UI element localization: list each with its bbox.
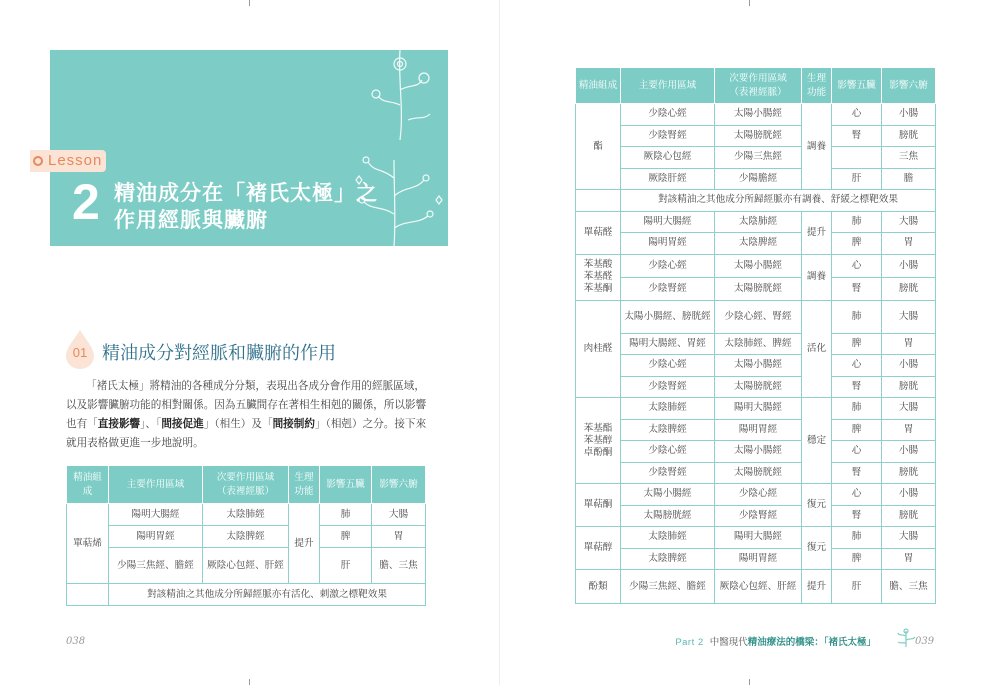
- page-number-right: 039: [915, 636, 935, 647]
- function-cell: 提升: [289, 504, 320, 584]
- header-fu: 影響六腑: [372, 466, 426, 504]
- emphasis-restrain: 間接制約: [272, 418, 315, 430]
- table-header: 精油組成 主要作用區域 次要作用區域 （表裡經脈） 生理功能 影響五臟 影響六腑: [576, 68, 936, 104]
- function-cell: 調養: [802, 104, 832, 190]
- function-cell: 提升: [802, 211, 832, 254]
- table-row: 太陽膀胱經 少陰腎經 腎 膀胱: [576, 505, 936, 527]
- crop-mark: [749, 0, 750, 6]
- book-gutter: [499, 0, 500, 685]
- running-head-part: Part 2: [675, 637, 704, 648]
- table-row: 酚類 少陽三焦經、膽經 厥陰心包經、肝經 提升 肝 膽、三焦: [576, 570, 936, 604]
- header-secondary: 次要作用區域 （表裡經脈）: [203, 466, 289, 504]
- table-row: 陽明大腸經、胃經 太陰肺經、脾經 脾 胃: [576, 333, 936, 355]
- function-cell: 提升: [802, 570, 832, 604]
- function-cell: 穩定: [802, 398, 832, 484]
- table-row: 少陰腎經 太陽膀胱經 腎 膀胱: [576, 277, 936, 300]
- table-row: 單萜醇 太陰肺經 陽明大腸經 復元 肺 大腸: [576, 527, 936, 549]
- table-header: [67, 466, 426, 504]
- lesson-label: Lesson: [48, 152, 103, 169]
- table-row: 太陰脾經 陽明胃經 脾 胃: [576, 548, 936, 570]
- table-row: 少陰腎經 太陽膀胱經 腎 膀胱: [576, 125, 936, 147]
- table-row: 少陰腎經 太陽膀胱經 腎 膀胱: [576, 376, 936, 398]
- function-cell: 活化: [802, 300, 832, 398]
- table-note: 對該精油之其他成分所歸經脈亦有調養、舒緩之標靶效果: [621, 190, 936, 212]
- lesson-title-line2: 作用經脈與臟腑: [114, 208, 268, 232]
- table-row: 少陰心經 太陽小腸經 心 小腸: [576, 355, 936, 377]
- emphasis-promote: 間接促進: [161, 418, 204, 430]
- group-cell: 單萜酮: [576, 484, 621, 527]
- table-note: 對該精油之其他成分所歸經脈亦有活化、刺激之標靶效果: [109, 584, 426, 606]
- group-cell: 單萜醇: [576, 527, 621, 570]
- crop-mark: [249, 679, 250, 685]
- group-cell: 酯: [576, 104, 621, 190]
- section-title: 精油成分對經脈和臟腑的作用: [102, 343, 336, 364]
- body-paragraph: 「褚氏太極」將精油的各種成分分類，表現出各成分會作用的經脈區域，以及影響臟腑功能的相對關係。因為五臟間存在著相生相剋的關係，所以影響也有「直接影響」、「間接促進」（相生）及「間接制約」（相剋）之分。接下來就用表格做更進一步地說明。: [66, 380, 427, 449]
- group-cell: 單萜醛: [576, 211, 621, 254]
- table-note-row: [576, 190, 936, 212]
- group-cell: 單萜烯: [67, 504, 109, 584]
- right-oil-table: [575, 67, 936, 604]
- table-row: 厥陰心包經 少陽三焦經 三焦: [576, 147, 936, 169]
- running-head: [675, 634, 876, 648]
- header-group: 精油組成: [67, 466, 109, 504]
- table-row: 酯 少陰心經 太陽小腸經 調養 心 小腸: [576, 104, 936, 126]
- lesson-title: [114, 180, 378, 234]
- table-row: 肉桂醛 太陽小腸經、膀胱經 少陰心經、腎經 活化 肺 大腸: [576, 300, 936, 333]
- page-number-left: 038: [66, 636, 86, 647]
- header-zang: 影響五臟: [320, 466, 372, 504]
- group-cell: 酚類: [576, 570, 621, 604]
- lesson-dot-icon: [33, 156, 43, 166]
- table-row: 少陰腎經 太陽膀胱經 腎 膀胱: [576, 462, 936, 484]
- table-row: 太陰脾經 陽明胃經 脾 胃: [576, 419, 936, 441]
- group-cell: 苯基酸 苯基醛 苯基酮: [576, 254, 621, 300]
- lesson-number: 2: [72, 174, 100, 230]
- table-row: 陽明胃經 太陰脾經 脾 胃: [67, 526, 426, 548]
- emphasis-direct: 直接影響: [97, 418, 141, 430]
- function-cell: 復元: [802, 484, 832, 527]
- table-row: 單萜烯 陽明大腸經 太陰肺經 提升 肺 大腸: [67, 504, 426, 526]
- table-note-row: [67, 584, 426, 606]
- section-number: 01: [72, 345, 88, 360]
- leaf-ornament-icon: [895, 628, 917, 648]
- running-head-prefix: 中醫現代: [709, 637, 748, 648]
- table-row: 苯基酸 苯基醛 苯基酮 少陰心經 太陽小腸經 調養 心 小腸: [576, 254, 936, 277]
- crop-mark: [249, 0, 250, 6]
- group-cell: 肉桂醛: [576, 300, 621, 398]
- lesson-title-line1: 精油成分在「褚氏太極」之: [114, 181, 378, 205]
- table-row: 陽明胃經 太陰脾經 脾 胃: [576, 233, 936, 255]
- table-row: 厥陰肝經 少陽膽經 肝 膽: [576, 168, 936, 190]
- running-head-title: 精油療法的橋梁：「褚氏太極」: [747, 637, 876, 648]
- table-row: 少陽三焦經、膽經 厥陰心包經、肝經 肝 膽、三焦: [67, 548, 426, 584]
- function-cell: 調養: [802, 254, 832, 300]
- table-row: 少陰心經 太陽小腸經 心 小腸: [576, 441, 936, 463]
- group-cell: 苯基酯 苯基醇 卓酚酮: [576, 398, 621, 484]
- header-function: 生理功能: [289, 466, 320, 504]
- table-row: 單萜酮 太陽小腸經 少陰心經 復元 心 小腸: [576, 484, 936, 506]
- table-row: 單萜醛 陽明大腸經 太陰肺經 提升 肺 大腸: [576, 211, 936, 233]
- table-row: 苯基酯 苯基醇 卓酚酮 太陰肺經 陽明大腸經 穩定 肺 大腸: [576, 398, 936, 420]
- left-oil-table: [66, 465, 426, 606]
- header-primary: 主要作用區域: [109, 466, 203, 504]
- function-cell: 復元: [802, 527, 832, 570]
- crop-mark: [749, 679, 750, 685]
